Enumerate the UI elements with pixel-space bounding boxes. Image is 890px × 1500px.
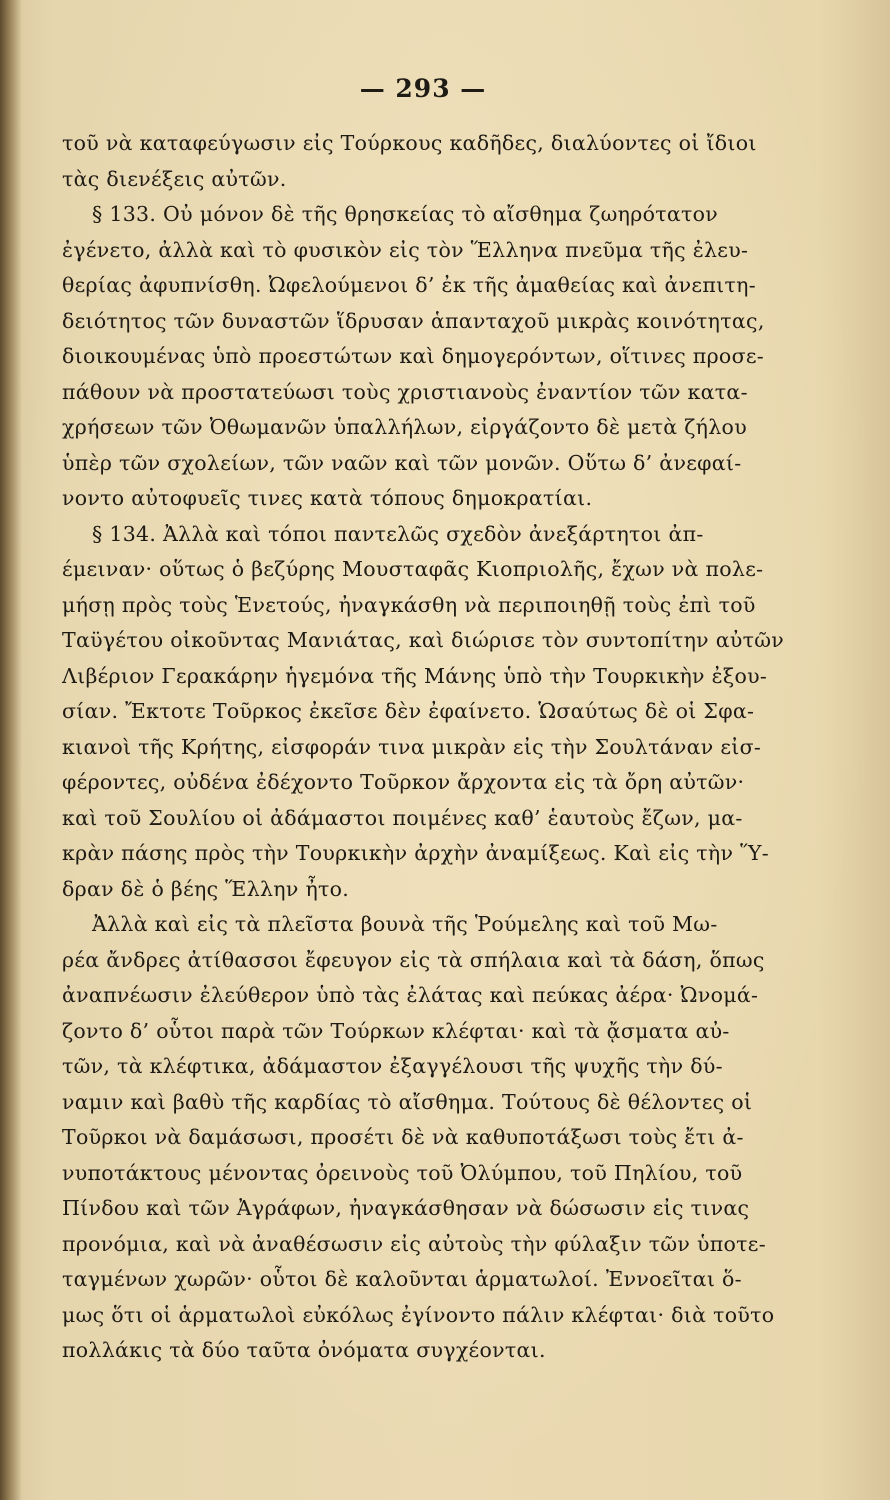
text-line: τῶν, τὰ κλέφτικα, ἀδάμαστον ἐξαγγέλουσι τῆς ψυχῆς τὴν δύ-	[62, 1054, 723, 1078]
text-line: ταγμένων χωρῶν· οὗτοι δὲ καλοῦνται ἁρματωλοί. Ἐννοεῖται ὅ-	[62, 1267, 742, 1291]
text-line: χρήσεων τῶν Ὀθωμανῶν ὑπαλλήλων, εἰργάζοντο δὲ μετὰ ζήλου	[62, 415, 747, 439]
text-line: ἀναπνέωσιν ἐλεύθερον ὑπὸ τὰς ἐλάτας καὶ πεύκας ἀέρα· Ὠνομά-	[62, 983, 759, 1007]
text-line: έμειναν· οὕτως ὁ βεζύρης Μουσταφᾶς Κιοπριολῆς, ἔχων νὰ πολε-	[62, 557, 764, 581]
text-line: μως ὅτι οἱ ἁρματωλοὶ εὐκόλως ἐγίνοντο πάλιν κλέφται· διὰ τοῦτο	[62, 1302, 775, 1327]
section-heading-133: § 133. Οὐ μόνον δὲ τῆς θρησκείας τὸ αἴσθημα ζωηρότατον	[92, 202, 719, 226]
text-line: προνόμια, καὶ νὰ ἀναθέσωσιν εἰς αὐτοὺς τὴν φύλαξιν τῶν ὑποτε-	[62, 1231, 766, 1256]
text-line: ἐγένετο, ἀλλὰ καὶ τὸ φυσικὸν εἰς τὸν Ἕλληνα πνεῦμα τῆς ἐλευ-	[62, 237, 749, 262]
text-line: Λιβέριον Γερακάρην ἡγεμόνα τῆς Μάνης ὑπὸ τὴν Τουρκικὴν ἐξου-	[62, 663, 768, 688]
text-line: ὑπὲρ τῶν σχολείων, τῶν ναῶν καὶ τῶν μονῶν. Οὕτω δ’ ἀνεφαί-	[62, 450, 742, 475]
text-line: καὶ τοῦ Σουλίου οἱ ἀδάμαστοι ποιμένες καθ’ ἑαυτοὺς ἔζων, μα-	[62, 805, 743, 830]
text-block	[62, 70, 785, 1369]
text-line: φέροντες, οὐδένα ἐδέχοντο Τοῦρκον ἄρχοντα εἰς τὰ ὄρη αὐτῶν·	[62, 770, 745, 794]
text-line: διοικουμένας ὑπὸ προεστώτων καὶ δημογερόντων, οἵτινες προσε-	[62, 344, 765, 368]
text-line: πάθουν νὰ προστατεύωσι τοὺς χριστιανοὺς ἐναντίον τῶν κατα-	[62, 379, 748, 404]
text-line: δραν δὲ ὁ βέης Ἕλλην ἦτο.	[62, 876, 350, 901]
text-line: ρέα ἄνδρες ἀτίθασσοι ἔφευγον εἰς τὰ σπήλαια καὶ τὰ δάση, ὅπως	[62, 947, 765, 972]
paragraph-start: Ἀλλὰ καὶ εἰς τὰ πλεῖστα βουνὰ τῆς Ῥούμελης καὶ τοῦ Μω-	[92, 912, 718, 936]
section-heading-134: § 134. Ἀλλὰ καὶ τόποι παντελῶς σχεδὸν ἀνεξάρτητοι ἀπ-	[92, 521, 704, 546]
text-line: νοντο αὐτοφυεῖς τινες κατὰ τόπους δημοκρατίαι.	[62, 486, 593, 510]
text-line: πολλάκις τὰ δύο ταῦτα ὀνόματα συγχέονται.	[62, 1338, 546, 1362]
page-number: — 293 —	[359, 74, 487, 103]
text-line: κρὰν πάσης πρὸς τὴν Τουρκικὴν ἀρχὴν ἀναμίξεως. Καὶ εἰς τὴν Ὕ-	[62, 841, 770, 865]
text-line: ναμιν καὶ βαθὺ τῆς καρδίας τὸ αἴσθημα. Τούτους δὲ θέλοντες οἱ	[62, 1089, 753, 1114]
text-line: δειότητος τῶν δυναστῶν ἵδρυσαν ἁπανταχοῦ μικρὰς κοινότητας,	[62, 308, 765, 333]
text-line: σίαν. Ἔκτοτε Τοῦρκος ἐκεῖσε δὲν ἐφαίνετο. Ὡσαύτως δὲ οἱ Σφα-	[62, 699, 755, 723]
text-line: τὰς διενέξεις αὐτῶν.	[62, 166, 287, 191]
text-line: Τοῦρκοι νὰ δαμάσωσι, προσέτι δὲ νὰ καθυποτάξωσι τοὺς ἔτι ἀ-	[62, 1125, 744, 1149]
text-line: κιανοὶ τῆς Κρήτης, εἰσφοράν τινα μικρὰν εἰς τὴν Σουλτάναν εἰσ-	[62, 734, 762, 759]
text-line: μήσῃ πρὸς τοὺς Ἑνετούς, ἠναγκάσθη νὰ περιποιηθῇ τοὺς ἐπὶ τοῦ	[62, 592, 756, 617]
text-line: Ταϋγέτου οἰκοῦντας Μανιάτας, καὶ διώρισε τὸν συντοπίτην αὐτῶν	[62, 628, 785, 652]
text-line: ζοντο δ’ οὗτοι παρὰ τῶν Τούρκων κλέφται· καὶ τὰ ᾄσματα αὐ-	[62, 1018, 730, 1043]
text-line: νυποτάκτους μένοντας ὀρεινοὺς τοῦ Ὀλύμπου, τοῦ Πηλίου, τοῦ	[62, 1160, 743, 1185]
page-spine-shadow	[0, 0, 22, 1500]
text-line: θερίας ἀφυπνίσθη. Ὠφελούμενοι δ’ ἐκ τῆς ἀμαθείας καὶ ἀνεπιτη-	[62, 273, 756, 297]
text-line: Πίνδου καὶ τῶν Ἀγράφων, ἠναγκάσθησαν νὰ δώσωσιν εἰς τινας	[62, 1196, 750, 1220]
text-line: τοῦ νὰ καταφεύγωσιν εἰς Τούρκους καδῆδες, διαλύοντες οἱ ἴδιοι	[62, 131, 757, 155]
